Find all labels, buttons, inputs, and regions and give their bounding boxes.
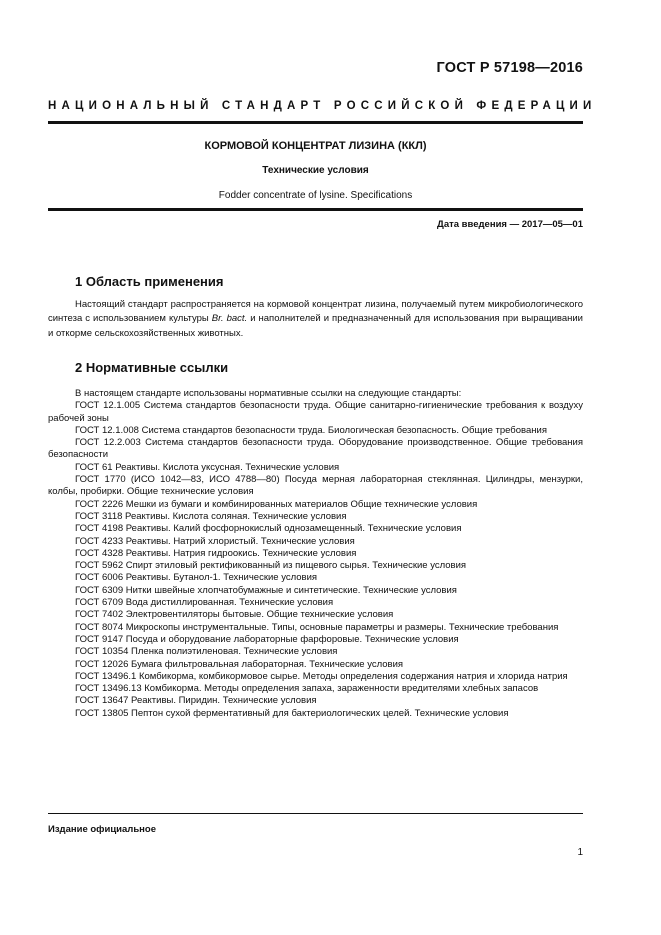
reference-item: ГОСТ 6309 Нитки швейные хлопчатобумажные и синтетические. Технические условия [75, 584, 457, 596]
section-2-heading: 2 Нормативные ссылки [75, 360, 229, 375]
reference-item: ГОСТ 4233 Реактивы. Натрий хлористый. Технические условия [75, 535, 355, 547]
reference-item: ГОСТ 3118 Реактивы. Кислота соляная. Технические условия [75, 510, 347, 522]
scope-text-start: Настоящий стандарт распространяется на кормовой концентрат лизина, получаемый путем микробиологического синтеза с использованием культуры [48, 299, 583, 325]
reference-item: ГОСТ 4328 Реактивы. Натрия гидроокись. Технические условия [75, 547, 357, 559]
header-divider [48, 121, 583, 124]
section-1-paragraph [48, 298, 583, 341]
introduction-date: Дата введения — 2017—05—01 [437, 219, 583, 230]
official-edition-label: Издание официальное [48, 824, 156, 835]
reference-item: ГОСТ 13805 Пептон сухой ферментативный для бактериологических целей. Технические условия [75, 707, 509, 719]
reference-item: ГОСТ 1770 (ИСО 1042—83, ИСО 4788—80) Посуда мерная лабораторная стеклянная. Цилиндры, мензурки, колбы, пробирки. Общие технические условия [48, 474, 583, 498]
reference-item: ГОСТ 61 Реактивы. Кислота уксусная. Технические условия [75, 461, 340, 473]
references-intro: В настоящем стандарте использованы нормативные ссылки на следующие стандарты: [75, 388, 462, 399]
page-number: 1 [577, 847, 583, 858]
normative-references-list [48, 388, 583, 720]
footer-divider [48, 813, 583, 814]
reference-item: ГОСТ 9147 Посуда и оборудование лабораторные фарфоровые. Технические условия [75, 633, 459, 645]
reference-item: ГОСТ 12.2.003 Система стандартов безопасности труда. Оборудование производственное. Общие требования безопасности [48, 437, 583, 461]
reference-item: ГОСТ 7402 Электровентиляторы бытовые. Общие технические условия [75, 609, 394, 621]
reference-item: ГОСТ 13647 Реактивы. Пиридин. Технические условия [75, 695, 317, 707]
reference-item: ГОСТ 6006 Реактивы. Бутанол-1. Технические условия [75, 572, 318, 584]
standard-title: КОРМОВОЙ КОНЦЕНТРАТ ЛИЗИНА (ККЛ) [204, 140, 427, 152]
reference-item: ГОСТ 5962 Спирт этиловый ректификованный из пищевого сырья. Технические условия [75, 560, 467, 572]
standard-subtitle: Технические условия [262, 165, 369, 176]
reference-item: ГОСТ 12.1.005 Система стандартов безопасности труда. Общие санитарно-гигиенические требования к воздуху рабочей зоны [48, 400, 583, 424]
reference-item: ГОСТ 10354 Пленка полиэтиленовая. Технические условия [75, 646, 338, 658]
english-title: Fodder concentrate of lysine. Specifications [218, 190, 413, 201]
culture-name: Br. bact. [211, 313, 248, 325]
reference-item: ГОСТ 12.1.008 Система стандартов безопасности труда. Биологическая безопасность. Общие требования [75, 424, 547, 436]
reference-item: ГОСТ 4198 Реактивы. Калий фосфорнокислый однозамещенный. Технические условия [75, 523, 462, 535]
reference-item: ГОСТ 13496.13 Комбикорма. Методы определения запаха, зараженности вредителями хлебных запасов [75, 683, 539, 695]
document-number: ГОСТ Р 57198—2016 [436, 60, 583, 76]
reference-item: ГОСТ 6709 Вода дистиллированная. Технические условия [75, 597, 334, 609]
reference-item: ГОСТ 12026 Бумага фильтровальная лабораторная. Технические условия [75, 658, 404, 670]
reference-item: ГОСТ 13496.1 Комбикорма, комбикормовое сырье. Методы определения содержания натрия и хлорида натрия [75, 670, 568, 682]
reference-item: ГОСТ 2226 Мешки из бумаги и комбинированных материалов Общие технические условия [75, 498, 478, 510]
national-standard-banner: НАЦИОНАЛЬНЫЙ СТАНДАРТ РОССИЙСКОЙ ФЕДЕРАЦИИ [48, 100, 597, 112]
title-divider [48, 208, 583, 211]
scope-text-end: и наполнителей и предназначенный для использования при выращивании и откорме сельскохозяйственных животных. [48, 313, 583, 339]
reference-item: ГОСТ 8074 Микроскопы инструментальные. Типы, основные параметры и размеры. Технические требования [75, 621, 559, 633]
section-1-heading: 1 Область применения [75, 274, 224, 289]
